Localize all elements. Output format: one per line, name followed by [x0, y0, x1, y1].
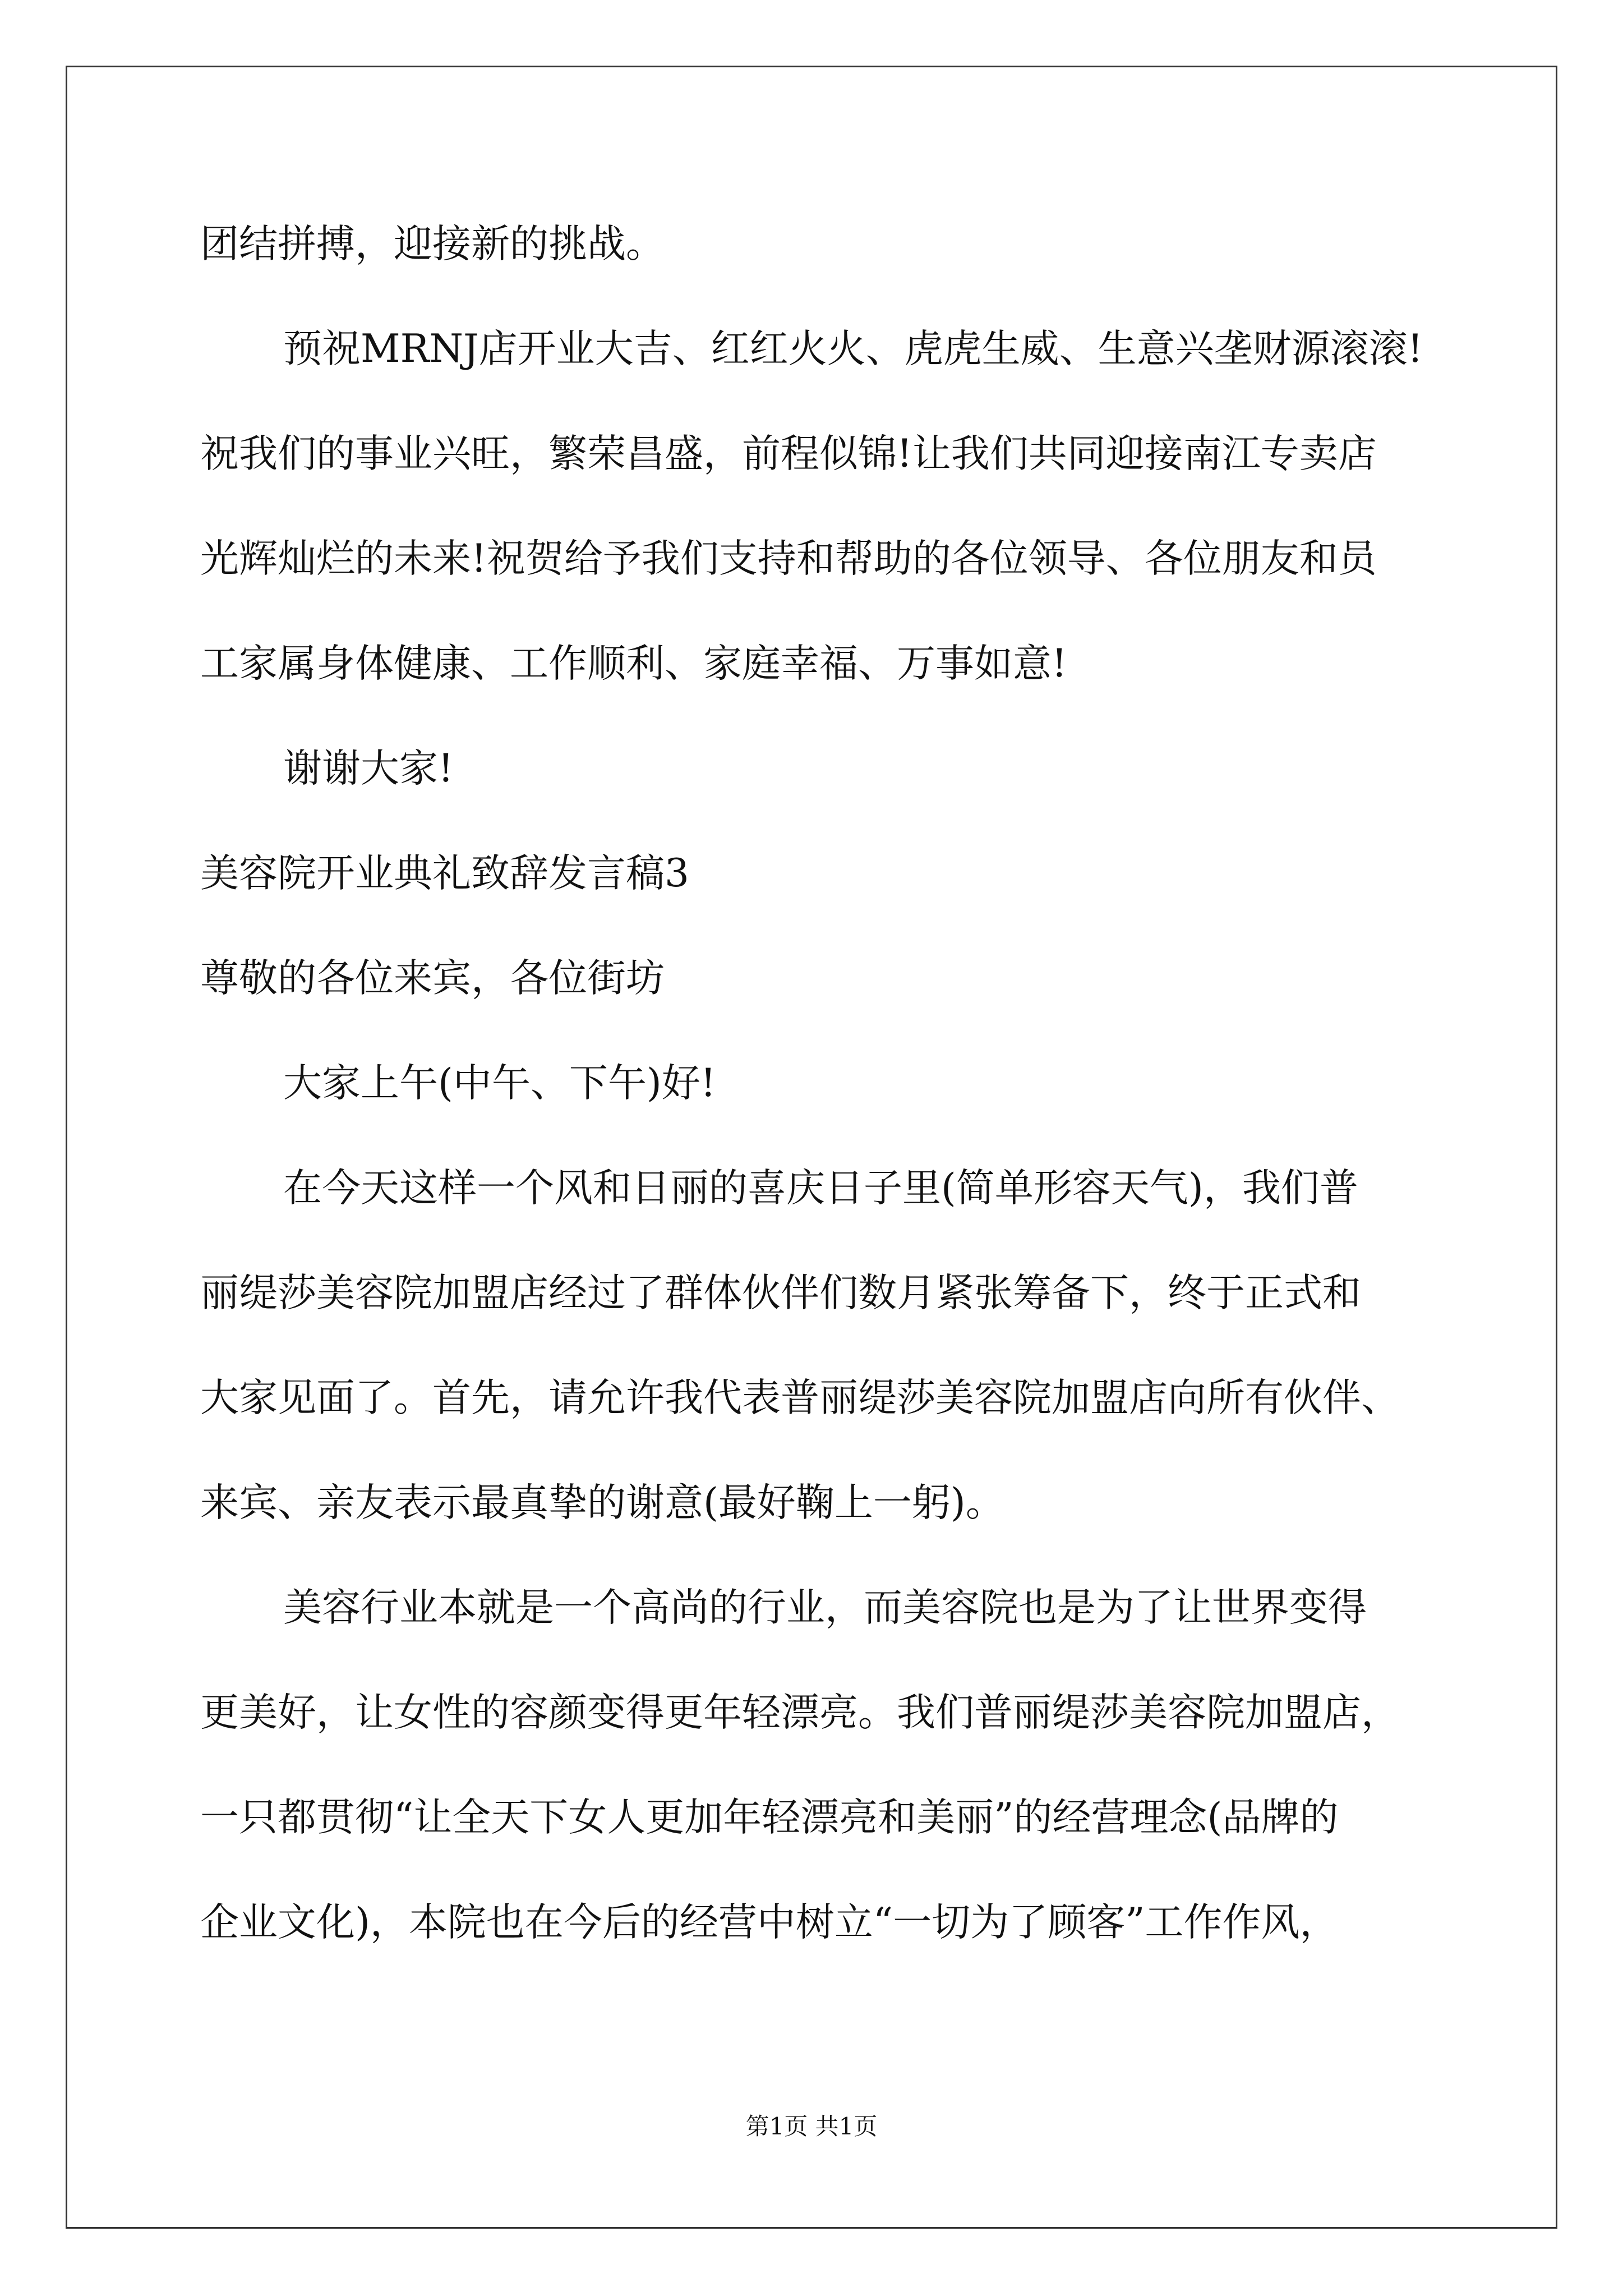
paragraph-first-line: 谢谢大家! — [283, 746, 454, 791]
salutation: 尊敬的各位来宾，各位街坊 — [200, 956, 665, 1001]
paragraph-first-line: 美容行业本就是一个高尚的行业，而美容院也是为了让世界变得 — [283, 1585, 1367, 1630]
paragraph-first-line: 在今天这样一个风和日丽的喜庆日子里(简单形容天气)，我们普 — [283, 1166, 1358, 1211]
text-line: 来宾、亲友表示最真挚的谢意(最好鞠上一躬)。 — [200, 1480, 1004, 1525]
text-line: 丽缇莎美容院加盟店经过了群体伙伴们数月紧张筹备下，终于正式和 — [200, 1271, 1361, 1315]
page-footer: 第1页 共1页 — [745, 2113, 878, 2140]
text-line: 企业文化)，本院也在今后的经营中树立“一切为了顾客”工作作风， — [200, 1900, 1339, 1945]
paragraph-first-line: 预祝MRNJ店开业大吉、红红火火、虎虎生威、生意兴垄财源滚滚! — [283, 326, 1423, 371]
text-line: 祝我们的事业兴旺，繁荣昌盛，前程似锦!让我们共同迎接南江专卖店 — [200, 431, 1377, 476]
text-line: 团结拼搏，迎接新的挑战。 — [200, 222, 665, 266]
text-line: 工家属身体健康、工作顺利、家庭幸福、万事如意! — [200, 641, 1067, 686]
paragraph-first-line: 大家上午(中午、下午)好! — [283, 1061, 716, 1106]
text-line: 更美好，让女性的容颜变得更年轻漂亮。我们普丽缇莎美容院加盟店， — [200, 1690, 1400, 1735]
text-line: 光辉灿烂的未来!祝贺给予我们支持和帮助的各位领导、各位朋友和员 — [200, 536, 1377, 581]
text-line: 一只都贯彻“让全天下女人更加年轻漂亮和美丽”的经营理念(品牌的 — [200, 1795, 1339, 1840]
section-title: 美容院开业典礼致辞发言稿3 — [200, 851, 689, 896]
text-line: 大家见面了。首先，请允许我代表普丽缇莎美容院加盟店向所有伙伴、 — [200, 1375, 1400, 1420]
